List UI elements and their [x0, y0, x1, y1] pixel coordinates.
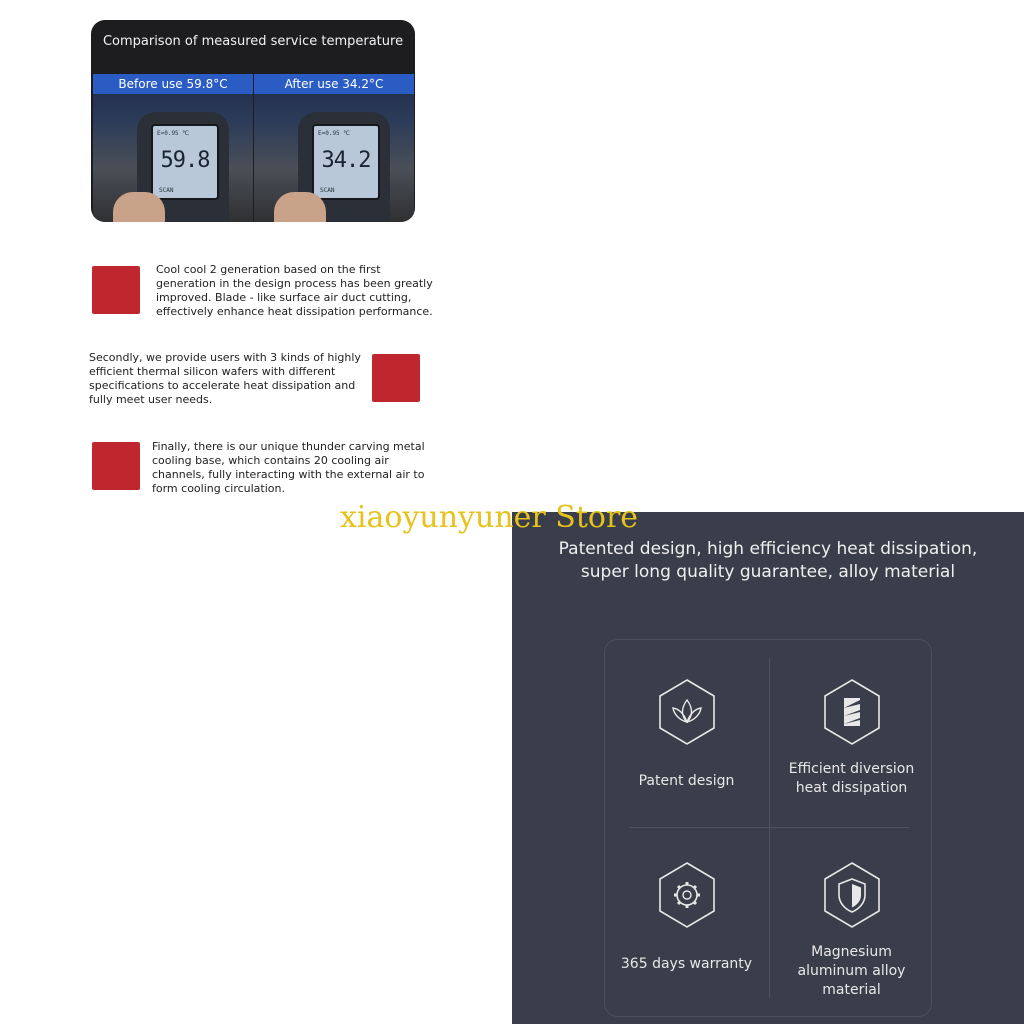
feature-text-3: Finally, there is our unique thunder carving metal cooling base, which contains 20 cooling air channels, fully interacting with the external air to form cooling circulation.: [152, 440, 425, 495]
before-reading: 59.8: [160, 148, 210, 173]
feature-image-placeholder: [92, 442, 140, 490]
shield-icon: [822, 861, 882, 929]
feature-cell-patent: [605, 640, 768, 828]
gear-icon: [657, 861, 717, 929]
feature-image-placeholder: [372, 354, 420, 402]
feature-label: Magnesium aluminum alloy material: [797, 944, 906, 998]
comparison-title: Comparison of measured service temperature: [102, 34, 404, 49]
before-use-photo: [93, 74, 253, 222]
feature-grid: [604, 639, 932, 1017]
before-use-label: Before use 59.8°C: [93, 74, 253, 94]
feature-cell-warranty: [605, 828, 768, 1016]
feature-text-2: Secondly, we provide users with 3 kinds of highly efficient thermal silicon wafers with different specifications to accelerate heat dissipation and fully meet user needs.: [89, 351, 361, 406]
temperature-comparison-card: [91, 20, 415, 222]
feature-label: 365 days warranty: [620, 956, 753, 972]
feature-label: Patent design: [638, 773, 735, 789]
spiral-icon: [822, 678, 882, 746]
lotus-icon: [657, 678, 717, 746]
after-use-photo: [254, 74, 414, 222]
feature-cell-diversion: [770, 640, 933, 828]
hand-image: [113, 192, 165, 222]
after-reading: 34.2: [321, 148, 371, 173]
after-use-label: After use 34.2°C: [254, 74, 414, 94]
feature-image-placeholder: [92, 266, 140, 314]
thermometer-screen: E=0.95 ℃ 34.2 SCAN: [312, 124, 380, 200]
hand-image: [274, 192, 326, 222]
scan-mode: SCAN: [159, 187, 174, 194]
feature-highlights-panel: [512, 512, 1024, 1024]
feature-cell-alloy: [770, 828, 933, 1016]
feature-label: Efficient diversion heat dissipation: [788, 761, 915, 796]
feature-text-1: Cool cool 2 generation based on the first generation in the design process has been greatly improved. Blade - like surface air duct cutting, effectively enhance heat dissipation performance.: [156, 263, 433, 318]
store-watermark: xiaoyunyuner Store: [340, 500, 639, 535]
scan-mode: SCAN: [320, 187, 335, 194]
thermometer-screen: E=0.95 ℃ 59.8 SCAN: [151, 124, 219, 200]
panel-headline: Patented design, high efficiency heat dissipation, super long quality guarantee, alloy material: [558, 539, 978, 582]
